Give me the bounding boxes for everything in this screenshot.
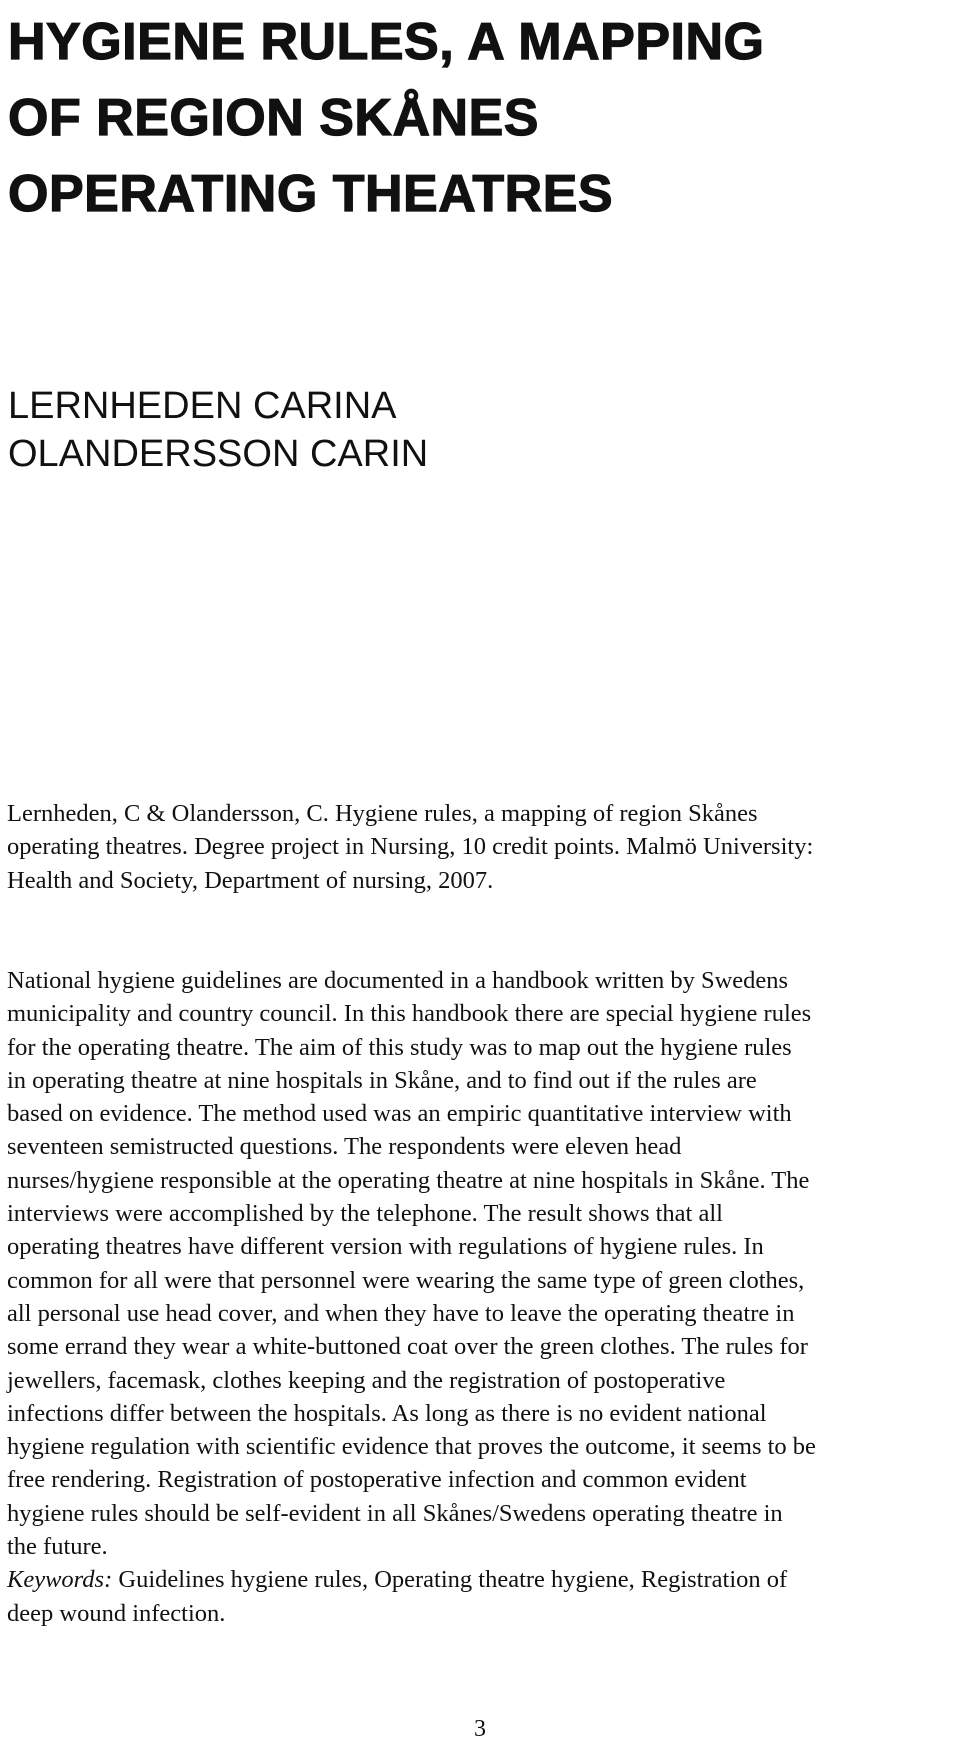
abstract-line: nurses/hygiene responsible at the operating theatre at nine hospitals in Skåne. The bbox=[7, 1166, 810, 1194]
title-line: HYGIENE RULES, A MAPPING bbox=[8, 13, 765, 71]
keywords-label: Keywords: bbox=[7, 1566, 113, 1594]
citation-paragraph bbox=[7, 797, 959, 897]
citation-line: Lernheden, C & Olandersson, C. Hygiene rules, a mapping of region Skånes bbox=[7, 800, 758, 827]
abstract-line: hygiene rules should be self-evident in all Skånes/Swedens operating theatre in bbox=[7, 1499, 783, 1527]
title-line: OPERATING THEATRES bbox=[8, 165, 614, 223]
abstract-line: some errand they wear a white-buttoned coat over the green clothes. The rules for bbox=[7, 1333, 808, 1361]
abstract-line: common for all were that personnel were wearing the same type of green clothes, bbox=[7, 1266, 805, 1294]
keywords-line bbox=[7, 1563, 959, 1596]
author-list bbox=[8, 382, 428, 478]
author-name: OLANDERSSON CARIN bbox=[8, 433, 429, 475]
abstract-line: the future. bbox=[7, 1533, 108, 1561]
abstract-line: jewellers, facemask, clothes keeping and the registration of postoperative bbox=[7, 1366, 726, 1394]
abstract-line: for the operating theatre. The aim of this study was to map out the hygiene rules bbox=[7, 1033, 792, 1061]
abstract-line: interviews were accomplished by the telephone. The result shows that all bbox=[7, 1200, 723, 1228]
keywords-text: Guidelines hygiene rules, Operating theatre hygiene, Registration of bbox=[112, 1566, 788, 1594]
abstract-line: in operating theatre at nine hospitals in Skåne, and to find out if the rules are bbox=[7, 1066, 757, 1094]
page-number: 3 bbox=[474, 1716, 486, 1742]
abstract-line: seventeen semistructed questions. The respondents were eleven head bbox=[7, 1133, 682, 1161]
abstract-line: free rendering. Registration of postoperative infection and common evident bbox=[7, 1466, 747, 1494]
title-line: OF REGION SKÅNES bbox=[8, 89, 539, 147]
document-title bbox=[8, 4, 948, 232]
author-name: LERNHEDEN CARINA bbox=[8, 385, 397, 427]
abstract-line: all personal use head cover, and when they have to leave the operating theatre in bbox=[7, 1299, 795, 1327]
abstract-line: municipality and country council. In this handbook there are special hygiene rules bbox=[7, 1000, 812, 1028]
abstract-line: based on evidence. The method used was an empiric quantitative interview with bbox=[7, 1100, 792, 1128]
keywords-line-continued: deep wound infection. bbox=[7, 1599, 226, 1627]
abstract-line: National hygiene guidelines are documented in a handbook written by Swedens bbox=[7, 967, 789, 994]
citation-line: operating theatres. Degree project in Nursing, 10 credit points. Malmö University: bbox=[7, 833, 814, 861]
citation-line: Health and Society, Department of nursing, 2007. bbox=[7, 866, 494, 894]
abstract-line: operating theatres have different version with regulations of hygiene rules. In bbox=[7, 1233, 764, 1261]
abstract-line: infections differ between the hospitals. As long as there is no evident national bbox=[7, 1399, 767, 1427]
abstract-line: hygiene regulation with scientific evidence that proves the outcome, it seems to be bbox=[7, 1433, 816, 1461]
abstract-paragraph bbox=[7, 964, 959, 1630]
